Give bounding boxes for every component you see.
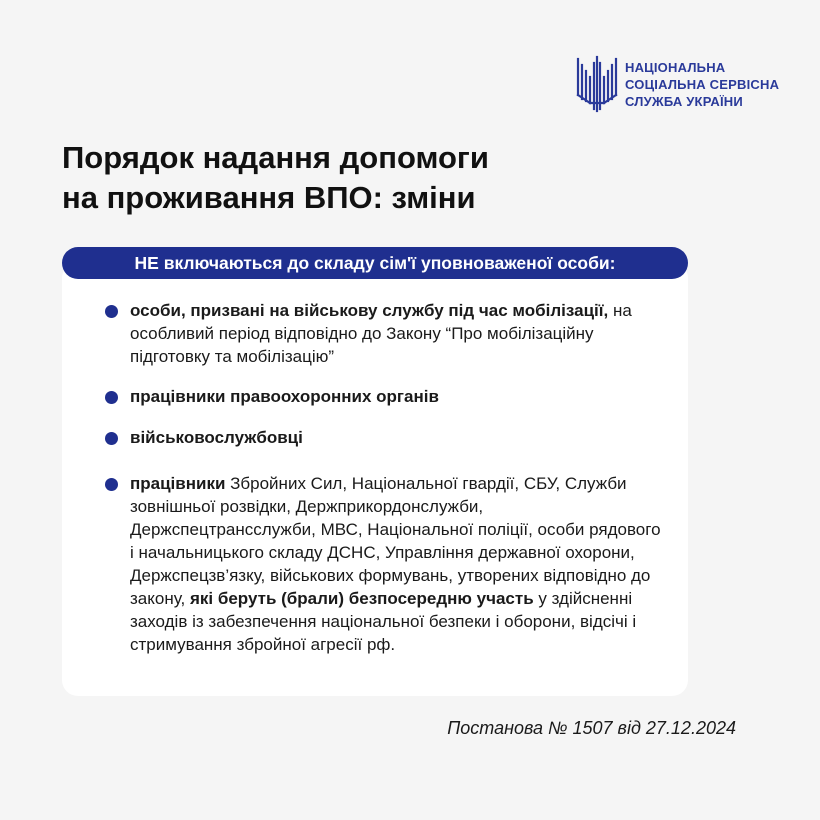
item-bold: які беруть (брали) безпосередню участь [189, 589, 534, 608]
item-bold: працівники [130, 474, 226, 493]
logo-text [625, 59, 779, 110]
bullet-icon [105, 391, 118, 404]
logo [575, 55, 779, 113]
list-item [105, 385, 665, 408]
title-line-1: Порядок надання допомоги [62, 140, 489, 175]
item-bold: особи, призвані на військову службу під час мобілізації, [130, 301, 609, 320]
logo-line: НАЦІОНАЛЬНА [625, 59, 726, 75]
list-item-text [130, 426, 303, 449]
list-item [105, 299, 665, 368]
item-rest: у здійсненні заходів із забезпечення національної безпеки і оборони, відсічі і стримування збройної агресії рф. [130, 589, 637, 654]
section-banner: НЕ включаються до складу сім'ї уповноваженої особи: [62, 247, 688, 279]
list-item [105, 426, 665, 449]
resolution-citation: Постанова № 1507 від 27.12.2024 [447, 718, 736, 738]
item-bold: працівники правоохоронних органів [130, 387, 439, 406]
bullet-icon [105, 478, 118, 491]
content-card [62, 262, 688, 696]
list-item-text [130, 299, 665, 368]
item-rest: на особливий період відповідно до Закону “Про мобілізаційну підготовку та мобілізацію” [130, 301, 632, 366]
title-line-2: на проживання ВПО: зміни [62, 180, 476, 215]
item-bold: військовослужбовці [130, 428, 303, 447]
page-title [62, 138, 489, 218]
logo-line: СЛУЖБА УКРАЇНИ [625, 93, 743, 109]
item-rest: Збройних Сил, Національної гвардії, СБУ, Служби зовнішньої розвідки, Держприкордонслужби, Держспецтрансслужби, МВС, Національної поліції, особи рядового і начальницького складу ДСНС, Управління державної охорони, Держспецзв’язку, військових формувань, утворених відповідно до закону, [130, 474, 661, 608]
list-item-text [130, 385, 439, 408]
nssu-trident-logo-icon [575, 55, 619, 113]
exclusion-list [62, 262, 688, 696]
bullet-icon [105, 305, 118, 318]
list-item [105, 472, 665, 656]
logo-line: СОЦІАЛЬНА СЕРВІСНА [625, 76, 780, 92]
bullet-icon [105, 432, 118, 445]
list-item-text [130, 472, 665, 656]
